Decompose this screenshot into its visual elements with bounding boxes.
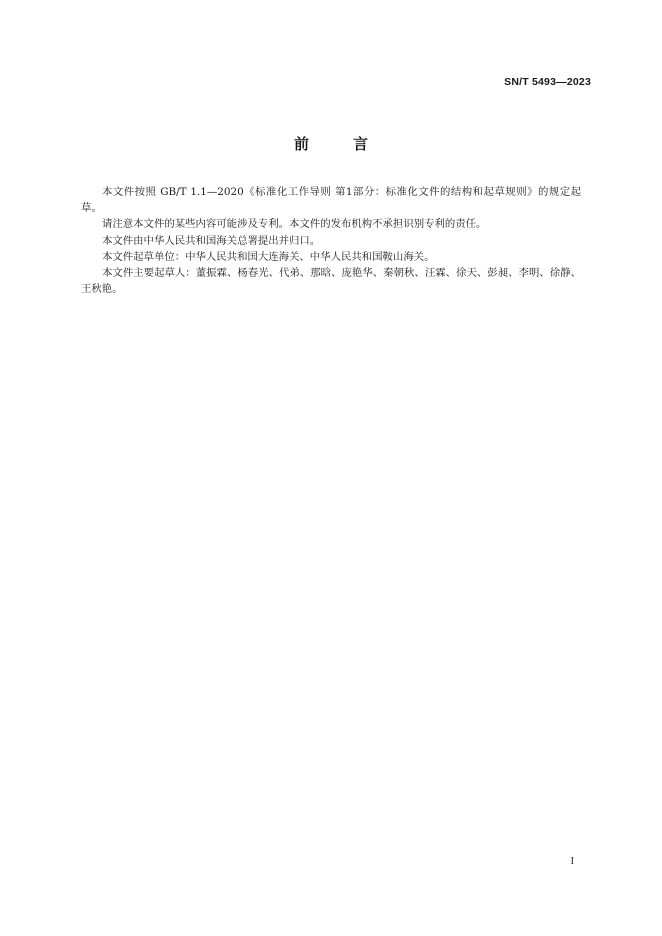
paragraph-drafting-units: 本文件起草单位：中华人民共和国大连海关、中华人民共和国鞍山海关。 — [102, 250, 435, 263]
paragraph-patent-notice: 请注意本文件的某些内容可能涉及专利。本文件的发布机构不承担识别专利的责任。 — [102, 218, 487, 231]
page-number: I — [570, 856, 574, 867]
paragraph-drafting-rules: 本文件按照 GB/T 1.1—2020《标准化工作导则 第1部分：标准化文件的结构和起草规则》的规定起草。 — [81, 186, 581, 215]
paragraph-proposer: 本文件由中华人民共和国海关总署提出并归口。 — [102, 234, 321, 247]
paragraph-drafters: 本文件主要起草人：董振霖、杨春光、代弟、那晗、庞艳华、秦朝秋、汪霖、徐天、彭昶、李明、徐静、王秋艳。 — [81, 267, 581, 296]
page-title: 前言 — [293, 135, 412, 153]
standard-code: SN/T 5493—2023 — [504, 76, 591, 88]
foreword-body — [81, 184, 581, 297]
